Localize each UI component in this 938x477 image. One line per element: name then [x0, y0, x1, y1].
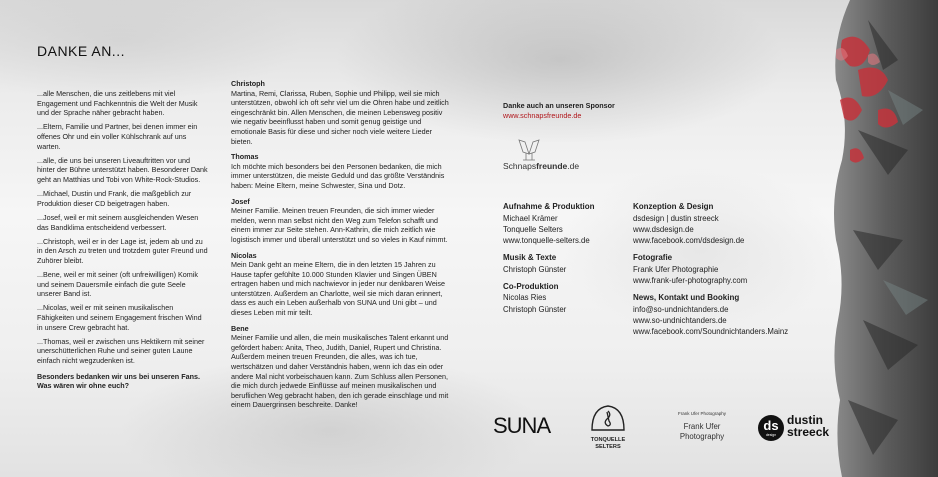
dsdesign-logo: [758, 414, 836, 444]
thanks-paragraph: ...Michael, Dustin und Frank, die maßgeblich zur Produktion dieser CD beigetragen haben.: [37, 189, 192, 208]
credit-link[interactable]: www.frank-ufer-photography.com: [633, 275, 748, 285]
member-thanks-text: Meiner Familie und allen, die mein musikalisches Talent erkannt und gefördert haben: Anita, Theo, Judith, Daniel, Rupert und Christina. Außerdem meinen treuen Freunden, die alles, was ich tue, wertschätzen und daher Verständnis haben, wenn ich das ein oder andere Mal nicht vorbeischauen kann. Zum Schluss allen Personen, die mich durch jedwede Einflüsse auf meinen musikalischen und beruflichen Weg gebracht haben, den ich gerade einschlage und mit einem Dauergrinsen beschreite. Danke!: [231, 333, 449, 410]
member-thanks-text: Ich möchte mich besonders bei den Personen bedanken, die mich immer unterstützen, die meiste Geduld und das größte Verständnis haben: Meine Eltern, meine Schwester, Sina und Dotz.: [231, 161, 445, 190]
frank-ufer-small-text: Frank Ufer Photography: [677, 411, 727, 416]
credit-title: Co-Produktion: [503, 281, 559, 291]
frank-ufer-logo-text: Frank Ufer: [683, 422, 721, 431]
credit-section: [503, 201, 628, 246]
frank-ufer-logo: [672, 411, 732, 441]
member-thanks-text: Meiner Familie. Meinen treuen Freunden, die sich immer wieder melden, wenn man selbst nicht den Weg zum Telefon schafft und einem immer zur Seite stehen. Ann-Kathrin, die mich zeitlich wie logistisch immer und überall unterstützt und so vieles in Kauf nimmt.: [231, 206, 448, 244]
personal-thanks-block: [231, 324, 455, 410]
member-name: Josef: [231, 196, 250, 206]
tonquelle-logo: [586, 402, 630, 450]
personal-thanks-block: [231, 197, 455, 245]
credit-line: Michael Krämer: [503, 213, 558, 223]
personal-thanks-block: [231, 152, 455, 190]
credit-line: Tonquelle Selters: [503, 224, 563, 234]
credit-line: Christoph Günster: [503, 264, 567, 274]
thanks-list-column: [37, 89, 209, 395]
rock-photo-image: [828, 0, 938, 477]
thanks-paragraph: ...alle, die uns bei unseren Liveauftritten vor und hinter der Bühne unterstützt haben. Besonderer Dank geht an Matthias und Tobi von White-Rock-Studios.: [37, 155, 208, 184]
frank-ufer-logo-text: Photography: [679, 431, 725, 441]
credits-left: [503, 201, 628, 321]
tonquelle-logo-text: TONQUELLE: [590, 437, 626, 443]
suna-logo: SUNA: [493, 413, 551, 438]
thanks-paragraph: ...Eltern, Familie und Partner, bei denen immer ein offenes Ohr und ein voller Kühlschrank auf uns warten.: [37, 122, 198, 151]
sponsor-block: [503, 101, 615, 120]
schnaps-logo-part: .de: [567, 161, 580, 171]
tonquelle-clef-icon: [586, 402, 630, 432]
dustin-logo-text: dustin: [787, 413, 823, 427]
fans-closing: Besonders bedanken wir uns bei unseren Fans. Was wären wir ohne euch?: [37, 371, 200, 391]
schnaps-logo-part: freunde: [536, 161, 568, 171]
thanks-paragraph: ...Nicolas, weil er mit seinen musikalischen Fähigkeiten und seinem Engagement frischen Wind in unsere Crew gebracht hat.: [37, 303, 202, 332]
ds-badge-icon: [758, 415, 784, 441]
schnaps-logo-part: Schnaps: [503, 161, 537, 171]
member-thanks-text: Mein Dank geht an meine Eltern, die in den letzten 15 Jahren zu Hause tapfer gefühlte 10.000 Stunden Klavier und Singen ÜBEN ertragen haben und mich nachwievor in jeder nur denkbaren Weise unterstützen. Außerdem an Charlotte, weil sie mich daran erinnert, dass es auch ein Leben außerhalb von SUNA und Uni gibt – und dieses Leben mit mir teilt.: [231, 260, 446, 318]
credit-section: [503, 281, 628, 315]
credit-link[interactable]: www.dsdesign.de: [633, 224, 694, 234]
tonquelle-logo-text: SELTERS: [595, 443, 621, 450]
member-name: Thomas: [231, 152, 259, 162]
schnapsfreunde-glasses-icon: [503, 138, 583, 178]
credit-line: Frank Ufer Photographie: [633, 264, 719, 274]
credit-link[interactable]: info@so-undnichtanders.de: [633, 304, 729, 314]
ds-sub-text: design: [765, 433, 777, 437]
member-name: Christoph: [231, 79, 265, 88]
member-thanks-text: Martina, Remi, Clarissa, Ruben, Sophie und Philipp, weil sie mich unterstützen, obwohl ich oft sehr viel um die Ohren habe und zeitlich eingeschränkt bin. Allen Menschen, die meinen Lebensweg positiv wie negativ beeinflusst haben und somit genug geistige und emotionale Basis für diese und sicher noch viele weitere Lieder bieten.: [231, 88, 449, 146]
personal-thanks-block: [231, 79, 455, 146]
thanks-paragraph: ...Bene, weil er mit seiner (oft unfreiwilligen) Komik und seinem Dauersmile einfach die gute Seele unserer Band ist.: [37, 270, 198, 299]
member-name: Nicolas: [231, 250, 257, 260]
credit-section: [633, 252, 833, 286]
credit-line: dsdesign | dustin streeck: [633, 213, 719, 223]
streeck-logo-text: streeck: [787, 425, 830, 439]
credit-link[interactable]: www.tonquelle-selters.de: [503, 235, 590, 245]
credit-title: Musik & Texte: [503, 253, 557, 263]
personal-thanks-block: [231, 251, 455, 318]
credit-title: Aufnahme & Produktion: [503, 202, 595, 211]
credit-link[interactable]: www.so-undnichtanders.de: [633, 315, 727, 325]
credit-title: Konzeption & Design: [633, 202, 714, 211]
page-heading: DANKE AN...: [37, 43, 125, 59]
credit-section: [633, 292, 833, 337]
member-name: Bene: [231, 323, 249, 333]
thanks-paragraph: ...Thomas, weil er zwischen uns Hektikern mit seiner unerschütterlichen Ruhe und seiner guten Laune einfach nicht wegzudenken ist.: [37, 336, 205, 365]
sponsor-link[interactable]: www.schnapsfreunde.de: [503, 110, 582, 120]
sponsor-label: Danke auch an unseren Sponsor: [503, 101, 615, 110]
credit-title: News, Kontakt und Booking: [633, 293, 740, 303]
ds-mark-text: ds: [763, 418, 779, 433]
credit-link[interactable]: www.facebook.com/Soundnichtanders.Mainz: [633, 326, 789, 336]
thanks-paragraph: ...Josef, weil er mit seinem ausgleichenden Wesen das Bandklima entscheidend verbessert.: [37, 212, 199, 232]
credit-section: [633, 201, 833, 246]
credit-link[interactable]: www.facebook.com/dsdesign.de: [633, 235, 745, 245]
thanks-paragraph: ...Christoph, weil er in der Lage ist, jedem ab und zu in den Arsch zu treten und trotzdem guter Freund und Zuhörer bleibt.: [37, 236, 208, 265]
credit-line: Christoph Günster: [503, 304, 567, 314]
credits-right: [633, 201, 833, 343]
thanks-paragraph: ...alle Menschen, die uns zeitlebens mit viel Engagement und Fachkenntnis die Welt der Musik und der Sprache näher gebracht haben.: [37, 89, 198, 118]
credit-title: Fotografie: [633, 253, 673, 263]
personal-thanks-column: [231, 79, 455, 416]
credit-line: Nicolas Ries: [503, 293, 547, 303]
credit-section: [503, 252, 628, 275]
schnapsfreunde-logo: [503, 161, 579, 171]
